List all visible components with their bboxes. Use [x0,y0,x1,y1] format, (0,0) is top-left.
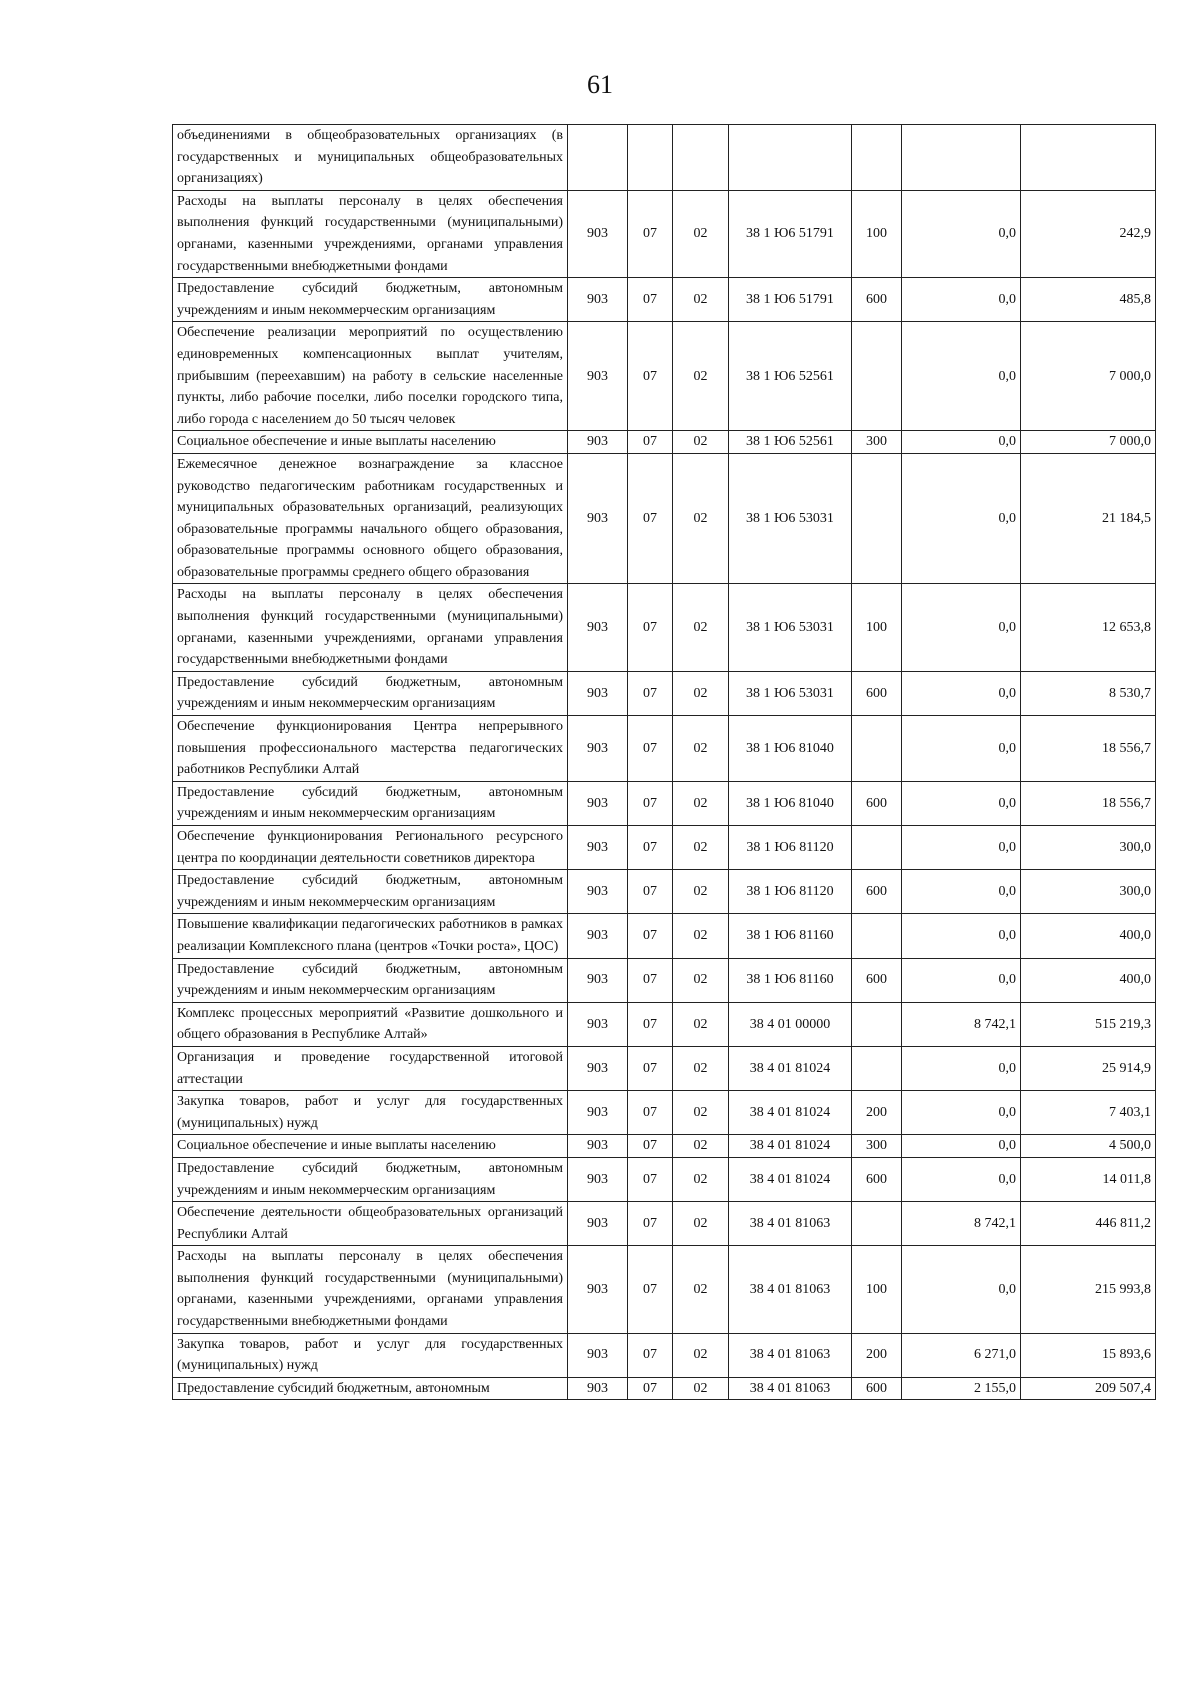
description-cell: Предоставление субсидий бюджетным, автономным учреждениям и иным некоммерческим организациям [173,671,568,715]
expense-type-cell: 600 [852,1157,902,1201]
amount-2-cell: 400,0 [1021,958,1156,1002]
table-row [173,958,1156,1002]
target-article-cell [729,125,852,191]
subsection-cell: 02 [673,781,729,825]
target-article-cell: 38 1 Ю6 53031 [729,671,852,715]
amount-2-cell: 18 556,7 [1021,716,1156,782]
section-cell: 07 [628,1377,673,1400]
amount-2-cell: 7 000,0 [1021,322,1156,431]
table-row [173,1333,1156,1377]
description-cell: Социальное обеспечение и иные выплаты населению [173,1135,568,1158]
expense-type-cell [852,1202,902,1246]
target-article-cell: 38 4 01 81024 [729,1091,852,1135]
section-cell: 07 [628,278,673,322]
subsection-cell [673,125,729,191]
table-row [173,584,1156,671]
table-row [173,914,1156,958]
admin-code-cell: 903 [568,826,628,870]
section-cell: 07 [628,1091,673,1135]
section-cell: 07 [628,453,673,584]
description-cell: Обеспечение деятельности общеобразовательных организаций Республики Алтай [173,1202,568,1246]
subsection-cell: 02 [673,1377,729,1400]
amount-1-cell: 0,0 [902,584,1021,671]
amount-1-cell: 0,0 [902,322,1021,431]
target-article-cell: 38 4 01 81063 [729,1377,852,1400]
subsection-cell: 02 [673,870,729,914]
target-article-cell: 38 4 01 81024 [729,1135,852,1158]
target-article-cell: 38 4 01 81063 [729,1333,852,1377]
admin-code-cell: 903 [568,1333,628,1377]
amount-2-cell: 215 993,8 [1021,1246,1156,1333]
subsection-cell: 02 [673,958,729,1002]
expense-type-cell [852,914,902,958]
subsection-cell: 02 [673,453,729,584]
amount-1-cell: 0,0 [902,278,1021,322]
section-cell: 07 [628,870,673,914]
amount-2-cell: 300,0 [1021,870,1156,914]
target-article-cell: 38 1 Ю6 81160 [729,914,852,958]
table-row [173,1157,1156,1201]
admin-code-cell: 903 [568,671,628,715]
target-article-cell: 38 1 Ю6 53031 [729,584,852,671]
table-row [173,716,1156,782]
subsection-cell: 02 [673,1333,729,1377]
expense-type-cell: 200 [852,1091,902,1135]
admin-code-cell: 903 [568,1091,628,1135]
amount-1-cell: 0,0 [902,716,1021,782]
target-article-cell: 38 1 Ю6 51791 [729,278,852,322]
admin-code-cell: 903 [568,1002,628,1046]
section-cell: 07 [628,1002,673,1046]
section-cell: 07 [628,826,673,870]
expense-type-cell [852,716,902,782]
subsection-cell: 02 [673,1091,729,1135]
expense-type-cell: 600 [852,1377,902,1400]
subsection-cell: 02 [673,1157,729,1201]
section-cell: 07 [628,1202,673,1246]
amount-2-cell: 209 507,4 [1021,1377,1156,1400]
amount-2-cell: 7 000,0 [1021,431,1156,454]
amount-2-cell: 4 500,0 [1021,1135,1156,1158]
amount-1-cell: 8 742,1 [902,1202,1021,1246]
subsection-cell: 02 [673,1246,729,1333]
description-cell: Ежемесячное денежное вознаграждение за классное руководство педагогическим работникам государственных и муниципальных образовательных организаций, реализующих образовательные программы начального общего образования, образовательные программы основного общего образования, образовательные программы среднего общего образования [173,453,568,584]
admin-code-cell: 903 [568,1377,628,1400]
expense-type-cell [852,453,902,584]
section-cell: 07 [628,716,673,782]
expense-type-cell [852,826,902,870]
description-cell: Предоставление субсидий бюджетным, автономным [173,1377,568,1400]
subsection-cell: 02 [673,190,729,277]
subsection-cell: 02 [673,1202,729,1246]
table-row [173,671,1156,715]
amount-1-cell: 0,0 [902,1157,1021,1201]
table-row [173,278,1156,322]
amount-2-cell: 14 011,8 [1021,1157,1156,1201]
description-cell: Предоставление субсидий бюджетным, автономным учреждениям и иным некоммерческим организациям [173,278,568,322]
section-cell: 07 [628,1046,673,1090]
admin-code-cell: 903 [568,781,628,825]
amount-1-cell: 8 742,1 [902,1002,1021,1046]
expense-type-cell: 300 [852,431,902,454]
table-row [173,1246,1156,1333]
description-cell: Обеспечение функционирования Центра непрерывного повышения профессионального мастерства педагогических работников Республики Алтай [173,716,568,782]
admin-code-cell: 903 [568,1046,628,1090]
table-row [173,1046,1156,1090]
subsection-cell: 02 [673,1046,729,1090]
description-cell: Повышение квалификации педагогических работников в рамках реализации Комплексного плана (центров «Точки роста», ЦОС) [173,914,568,958]
admin-code-cell: 903 [568,958,628,1002]
table-row [173,431,1156,454]
amount-2-cell: 400,0 [1021,914,1156,958]
admin-code-cell: 903 [568,584,628,671]
expense-type-cell [852,322,902,431]
subsection-cell: 02 [673,716,729,782]
section-cell: 07 [628,1333,673,1377]
amount-1-cell: 0,0 [902,1246,1021,1333]
subsection-cell: 02 [673,278,729,322]
table-row [173,1202,1156,1246]
expense-type-cell: 100 [852,584,902,671]
table-row [173,190,1156,277]
amount-2-cell: 25 914,9 [1021,1046,1156,1090]
page-number: 61 [587,70,613,99]
section-cell: 07 [628,1157,673,1201]
admin-code-cell: 903 [568,1157,628,1201]
amount-1-cell: 0,0 [902,1135,1021,1158]
amount-1-cell: 0,0 [902,1046,1021,1090]
table-row [173,1091,1156,1135]
amount-2-cell: 242,9 [1021,190,1156,277]
amount-2-cell: 21 184,5 [1021,453,1156,584]
subsection-cell: 02 [673,1135,729,1158]
table-row [173,1135,1156,1158]
table-row [173,781,1156,825]
admin-code-cell: 903 [568,1246,628,1333]
table-row [173,1002,1156,1046]
admin-code-cell: 903 [568,278,628,322]
expense-type-cell: 600 [852,278,902,322]
subsection-cell: 02 [673,431,729,454]
description-cell: Обеспечение функционирования Регионального ресурсного центра по координации деятельности советников директора [173,826,568,870]
table-row [173,870,1156,914]
amount-2-cell [1021,125,1156,191]
expense-type-cell: 600 [852,671,902,715]
admin-code-cell: 903 [568,870,628,914]
description-cell: Расходы на выплаты персоналу в целях обеспечения выполнения функций государственными (муниципальными) органами, казенными учреждениями, органами управления государственными внебюджетными фондами [173,584,568,671]
table-row [173,826,1156,870]
description-cell: Закупка товаров, работ и услуг для государственных (муниципальных) нужд [173,1333,568,1377]
amount-1-cell: 0,0 [902,958,1021,1002]
admin-code-cell: 903 [568,1202,628,1246]
target-article-cell: 38 4 01 81024 [729,1046,852,1090]
subsection-cell: 02 [673,322,729,431]
amount-2-cell: 446 811,2 [1021,1202,1156,1246]
section-cell: 07 [628,781,673,825]
target-article-cell: 38 1 Ю6 52561 [729,431,852,454]
amount-1-cell: 0,0 [902,1091,1021,1135]
expense-type-cell [852,1046,902,1090]
expense-type-cell: 200 [852,1333,902,1377]
description-cell: Расходы на выплаты персоналу в целях обеспечения выполнения функций государственными (муниципальными) органами, казенными учреждениями, органами управления государственными внебюджетными фондами [173,190,568,277]
amount-2-cell: 7 403,1 [1021,1091,1156,1135]
description-cell: Обеспечение реализации мероприятий по осуществлению единовременных компенсационных выплат учителям, прибывшим (переехавшим) на работу в сельские населенные пункты, либо рабочие поселки, либо поселки городского типа, либо города с населением до 50 тысяч человек [173,322,568,431]
section-cell: 07 [628,190,673,277]
amount-1-cell: 6 271,0 [902,1333,1021,1377]
target-article-cell: 38 1 Ю6 53031 [729,453,852,584]
section-cell: 07 [628,1246,673,1333]
amount-2-cell: 515 219,3 [1021,1002,1156,1046]
description-cell: Предоставление субсидий бюджетным, автономным учреждениям и иным некоммерческим организациям [173,781,568,825]
section-cell: 07 [628,671,673,715]
admin-code-cell: 903 [568,431,628,454]
amount-2-cell: 15 893,6 [1021,1333,1156,1377]
admin-code-cell: 903 [568,453,628,584]
target-article-cell: 38 4 01 00000 [729,1002,852,1046]
target-article-cell: 38 1 Ю6 52561 [729,322,852,431]
description-cell: Предоставление субсидий бюджетным, автономным учреждениям и иным некоммерческим организациям [173,870,568,914]
table-row [173,322,1156,431]
section-cell: 07 [628,958,673,1002]
subsection-cell: 02 [673,671,729,715]
target-article-cell: 38 4 01 81063 [729,1202,852,1246]
description-cell: Расходы на выплаты персоналу в целях обеспечения выполнения функций государственными (муниципальными) органами, казенными учреждениями, органами управления государственными внебюджетными фондами [173,1246,568,1333]
amount-1-cell: 0,0 [902,826,1021,870]
amount-1-cell: 0,0 [902,671,1021,715]
amount-1-cell: 0,0 [902,870,1021,914]
budget-table [172,124,1156,1400]
amount-1-cell: 0,0 [902,431,1021,454]
amount-2-cell: 18 556,7 [1021,781,1156,825]
expense-type-cell: 600 [852,958,902,1002]
target-article-cell: 38 1 Ю6 81040 [729,781,852,825]
admin-code-cell: 903 [568,914,628,958]
expense-type-cell [852,125,902,191]
table-row [173,1377,1156,1400]
section-cell [628,125,673,191]
expense-type-cell: 600 [852,870,902,914]
amount-2-cell: 12 653,8 [1021,584,1156,671]
target-article-cell: 38 1 Ю6 81040 [729,716,852,782]
section-cell: 07 [628,584,673,671]
description-cell: Закупка товаров, работ и услуг для государственных (муниципальных) нужд [173,1091,568,1135]
section-cell: 07 [628,431,673,454]
admin-code-cell: 903 [568,716,628,782]
expense-type-cell: 300 [852,1135,902,1158]
subsection-cell: 02 [673,1002,729,1046]
amount-1-cell: 0,0 [902,190,1021,277]
amount-1-cell: 0,0 [902,914,1021,958]
subsection-cell: 02 [673,584,729,671]
subsection-cell: 02 [673,914,729,958]
description-cell: Социальное обеспечение и иные выплаты населению [173,431,568,454]
table-row [173,125,1156,191]
expense-type-cell [852,1002,902,1046]
description-cell: Комплекс процессных мероприятий «Развитие дошкольного и общего образования в Республике Алтай» [173,1002,568,1046]
target-article-cell: 38 1 Ю6 81120 [729,826,852,870]
expense-type-cell: 600 [852,781,902,825]
amount-1-cell: 0,0 [902,781,1021,825]
section-cell: 07 [628,1135,673,1158]
target-article-cell: 38 1 Ю6 51791 [729,190,852,277]
description-cell: Предоставление субсидий бюджетным, автономным учреждениям и иным некоммерческим организациям [173,1157,568,1201]
admin-code-cell: 903 [568,322,628,431]
description-cell: Предоставление субсидий бюджетным, автономным учреждениям и иным некоммерческим организациям [173,958,568,1002]
expense-type-cell: 100 [852,190,902,277]
amount-2-cell: 485,8 [1021,278,1156,322]
target-article-cell: 38 1 Ю6 81120 [729,870,852,914]
subsection-cell: 02 [673,826,729,870]
amount-1-cell: 2 155,0 [902,1377,1021,1400]
table-row [173,453,1156,584]
amount-2-cell: 8 530,7 [1021,671,1156,715]
amount-2-cell: 300,0 [1021,826,1156,870]
target-article-cell: 38 1 Ю6 81160 [729,958,852,1002]
target-article-cell: 38 4 01 81024 [729,1157,852,1201]
section-cell: 07 [628,322,673,431]
amount-1-cell [902,125,1021,191]
target-article-cell: 38 4 01 81063 [729,1246,852,1333]
expense-type-cell: 100 [852,1246,902,1333]
admin-code-cell: 903 [568,190,628,277]
amount-1-cell: 0,0 [902,453,1021,584]
admin-code-cell: 903 [568,1135,628,1158]
description-cell: объединениями в общеобразовательных организациях (в государственных и муниципальных общеобразовательных организациях) [173,125,568,191]
admin-code-cell [568,125,628,191]
description-cell: Организация и проведение государственной итоговой аттестации [173,1046,568,1090]
section-cell: 07 [628,914,673,958]
